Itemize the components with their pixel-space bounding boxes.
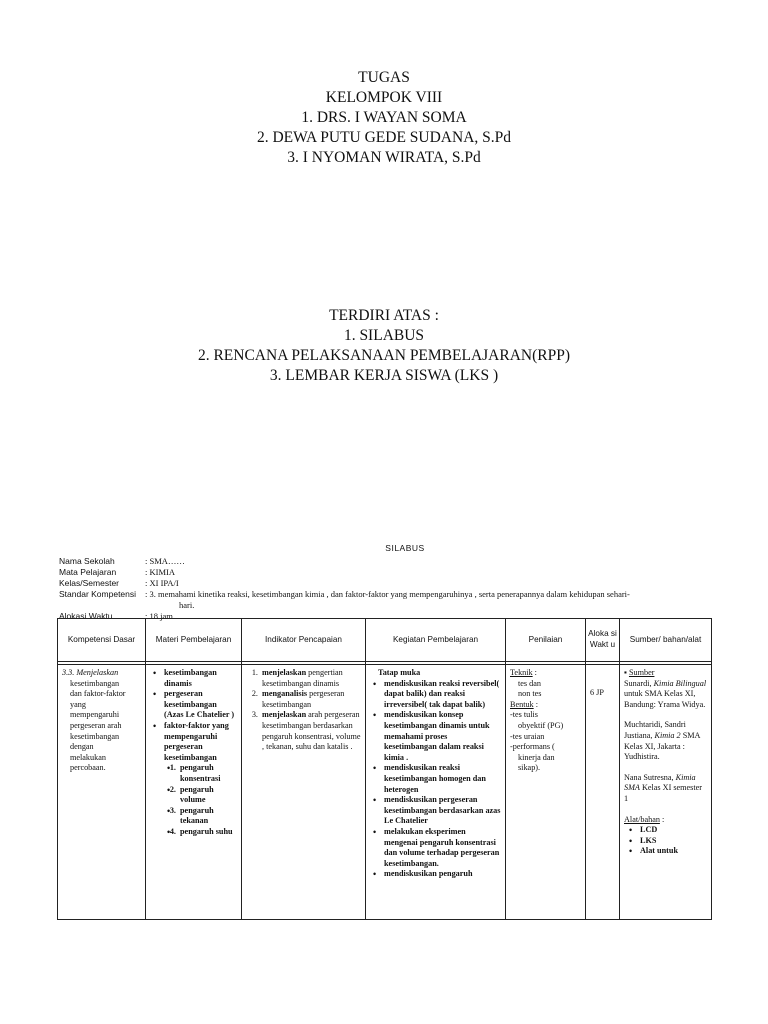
cell-kompetensi-dasar — [58, 665, 146, 920]
kegiatan-heading: Tatap muka — [378, 668, 421, 677]
list-item-text: faktor-faktor yang mempengaruhi pergeseran kesetimbangan — [164, 720, 229, 762]
alat-label: Alat/bahan — [624, 814, 660, 824]
cover-line: TUGAS — [358, 69, 410, 86]
contents-line: TERDIRI ATAS : — [329, 307, 439, 324]
penilaian-line: non tes — [518, 689, 542, 699]
list-item: • mendiskusikan reaksi reversibel( dapat balik) dan reaksi irreversibel( tak dapat balik) — [384, 679, 501, 711]
cell-kegiatan — [366, 665, 506, 920]
contents-line: 3. LEMBAR KERJA SISWA (LKS ) — [269, 367, 499, 384]
kd-line: kesetimbangan — [70, 678, 120, 688]
kegiatan-list — [370, 679, 501, 880]
indicator-verb: menjelaskan — [262, 668, 307, 677]
ref-title: Kimia 2 — [654, 730, 681, 740]
penilaian-line: kinerja dan — [518, 752, 555, 762]
list-item: • mendiskusikan reaksi kesetimbangan homogen dan heterogen — [384, 763, 501, 795]
silabus-table — [57, 618, 712, 920]
teknik-label: Teknik — [510, 668, 533, 677]
indikator-list — [246, 668, 361, 753]
kd-line: pergeseran arah — [70, 720, 122, 730]
kd-line: percobaan. — [70, 763, 106, 773]
bentuk-label: Bentuk — [510, 699, 534, 709]
cell-sumber — [620, 665, 712, 920]
list-item — [164, 721, 237, 838]
list-item: • mendiskusikan pengaruh — [384, 869, 501, 880]
sumber-ref-3 — [624, 773, 707, 805]
info-label: Mata Pelajaran — [59, 567, 117, 577]
table-row — [58, 665, 712, 920]
bullet-icon: ▪ — [624, 668, 627, 677]
sumber-ref-2 — [624, 720, 707, 762]
kd-line: kesetimbangan — [70, 731, 120, 741]
kd-line: melakukan — [70, 752, 106, 762]
cell-alokasi — [586, 665, 620, 920]
contents-line: 1. SILABUS — [343, 327, 425, 344]
penilaian-line: -performans ( — [510, 742, 555, 752]
materi-list — [150, 668, 237, 838]
alat-heading — [624, 815, 707, 826]
alokasi-value: 6 JP — [590, 688, 604, 697]
info-label: Alokasi Waktu — [59, 611, 113, 621]
sumber-label: Sumber — [628, 668, 655, 677]
bentuk-colon: : — [533, 699, 538, 709]
silabus-title: SILABUS — [385, 543, 425, 553]
indicator-text: arah pergeseran kesetimbangan berdasarkan pengaruh konsentrasi, volume , tekanan, suhu dan katalis . — [262, 710, 361, 752]
list-item: • 3. pengaruh tekanan — [178, 806, 237, 827]
info-value: : SMA…… — [145, 556, 185, 566]
info-label: Standar Kompetensi — [59, 589, 137, 599]
info-label: Kelas/Semester — [59, 578, 119, 588]
header-kegiatan: Kegiatan Pembelajaran — [366, 619, 506, 662]
list-item — [260, 668, 361, 689]
info-value: : XI IPA/I — [145, 578, 179, 588]
list-item: • mendiskusikan pergeseran kesetimbangan berdasarkan azas Le Chatelier — [384, 795, 501, 827]
ref-title: Kimia SMA — [624, 772, 696, 793]
teknik-colon: : — [532, 668, 537, 677]
ref-author: Sunardi, — [624, 678, 652, 688]
group-heading — [0, 68, 768, 168]
cell-indikator — [242, 665, 366, 920]
alat-colon: : — [659, 814, 665, 824]
list-item: • Alat untuk — [640, 846, 707, 857]
info-class — [59, 578, 630, 589]
cell-materi — [146, 665, 242, 920]
sumber-ref-1 — [624, 679, 707, 711]
cell-penilaian — [506, 665, 586, 920]
list-item: • pergeseran kesetimbangan (Azas Le Chatelier ) — [164, 689, 237, 721]
info-value: : KIMIA — [145, 567, 175, 577]
penilaian-line: tes dan — [518, 678, 541, 688]
ref-publisher: untuk SMA Kelas XI, Bandung: Yrama Widya. — [624, 689, 706, 709]
penilaian-line: -tes uraian — [510, 731, 545, 741]
indicator-text: pengertian kesetimbangan dinamis — [262, 668, 343, 688]
kd-line: dan faktor-faktor — [70, 689, 126, 699]
info-standard-cont: hari. — [179, 600, 195, 610]
kd-line: dengan — [70, 742, 94, 752]
kd-line: mempengaruhi — [70, 710, 120, 720]
penilaian-line: -tes tulis — [510, 710, 538, 720]
ref-publisher: Kelas XI semester 1 — [624, 783, 702, 803]
header-alokasi: Aloka si Wakt u — [586, 619, 620, 662]
list-item: • 1. pengaruh konsentrasi — [178, 763, 237, 784]
penilaian-line: obyektif (PG) — [518, 720, 564, 730]
silabus-info — [59, 556, 630, 622]
ref-author: Nana Sutresna, — [624, 772, 674, 782]
kd-prefix: 3.3. Menjelaskan — [62, 668, 119, 677]
header-kompetensi-dasar: Kompetensi Dasar — [58, 619, 146, 662]
list-item — [260, 689, 361, 710]
list-item: • 2. pengaruh volume — [178, 785, 237, 806]
penilaian-line: sikap). — [518, 763, 541, 773]
kd-line: yang — [70, 699, 86, 709]
teknik-line — [510, 668, 581, 679]
ref-publisher: SMA Kelas XI, Jakarta : Yudhistira. — [624, 730, 700, 762]
header-penilaian: Penilaian — [506, 619, 586, 662]
list-item — [260, 710, 361, 752]
header-indikator: Indikator Pencapaian — [242, 619, 366, 662]
list-item: • kesetimbangan dinamis — [164, 668, 237, 689]
list-item: • mendiskusikan konsep kesetimbangan dinamis untuk memahami proses kesetimbangan dalam reaksi kimia . — [384, 710, 501, 763]
indicator-verb: menjelaskan — [262, 710, 307, 720]
list-item: • melakukan eksperimen mengenai pengaruh konsentrasi dan volume terhadap pergeseran kesetimbangan. — [384, 827, 501, 869]
list-item: • 4. pengaruh suhu — [178, 827, 237, 838]
info-subject — [59, 567, 630, 578]
header-materi: Materi Pembelajaran — [146, 619, 242, 662]
info-value: : 3. memahami kinetika reaksi, kesetimbangan kimia , dan faktor-faktor yang mempengaruhinya , serta penerapannya dalam kehidupan sehari- — [145, 589, 630, 599]
info-label: Nama Sekolah — [59, 556, 115, 566]
contents-line: 2. RENCANA PELAKSANAAN PEMBELAJARAN(RPP) — [197, 347, 571, 364]
cover-line: 2. DEWA PUTU GEDE SUDANA, S.Pd — [256, 129, 512, 146]
indicator-verb: menganalisis — [262, 689, 308, 699]
header-sumber: Sumber/ bahan/alat — [620, 619, 712, 662]
ref-author: Muchtaridi, Sandri Justiana, — [624, 720, 686, 740]
sumber-heading — [624, 668, 707, 679]
list-item: • LCD — [640, 825, 707, 836]
indicator-text: pergeseran kesetimbangan — [262, 689, 345, 709]
cover-line: 1. DRS. I WAYAN SOMA — [301, 109, 467, 126]
info-value: : 18 jam — [145, 611, 173, 621]
alat-list — [624, 825, 707, 857]
ref-title: Kimia Bilingual — [653, 678, 707, 688]
cover-line: 3. I NYOMAN WIRATA, S.Pd — [287, 149, 481, 166]
info-standard — [59, 589, 630, 600]
list-item: • LKS — [640, 836, 707, 847]
cover-line: KELOMPOK VIII — [325, 89, 443, 106]
bentuk-line — [510, 700, 581, 711]
table-header-row — [58, 619, 712, 662]
factor-list — [164, 763, 237, 837]
info-school — [59, 556, 630, 567]
contents-list — [0, 306, 768, 386]
